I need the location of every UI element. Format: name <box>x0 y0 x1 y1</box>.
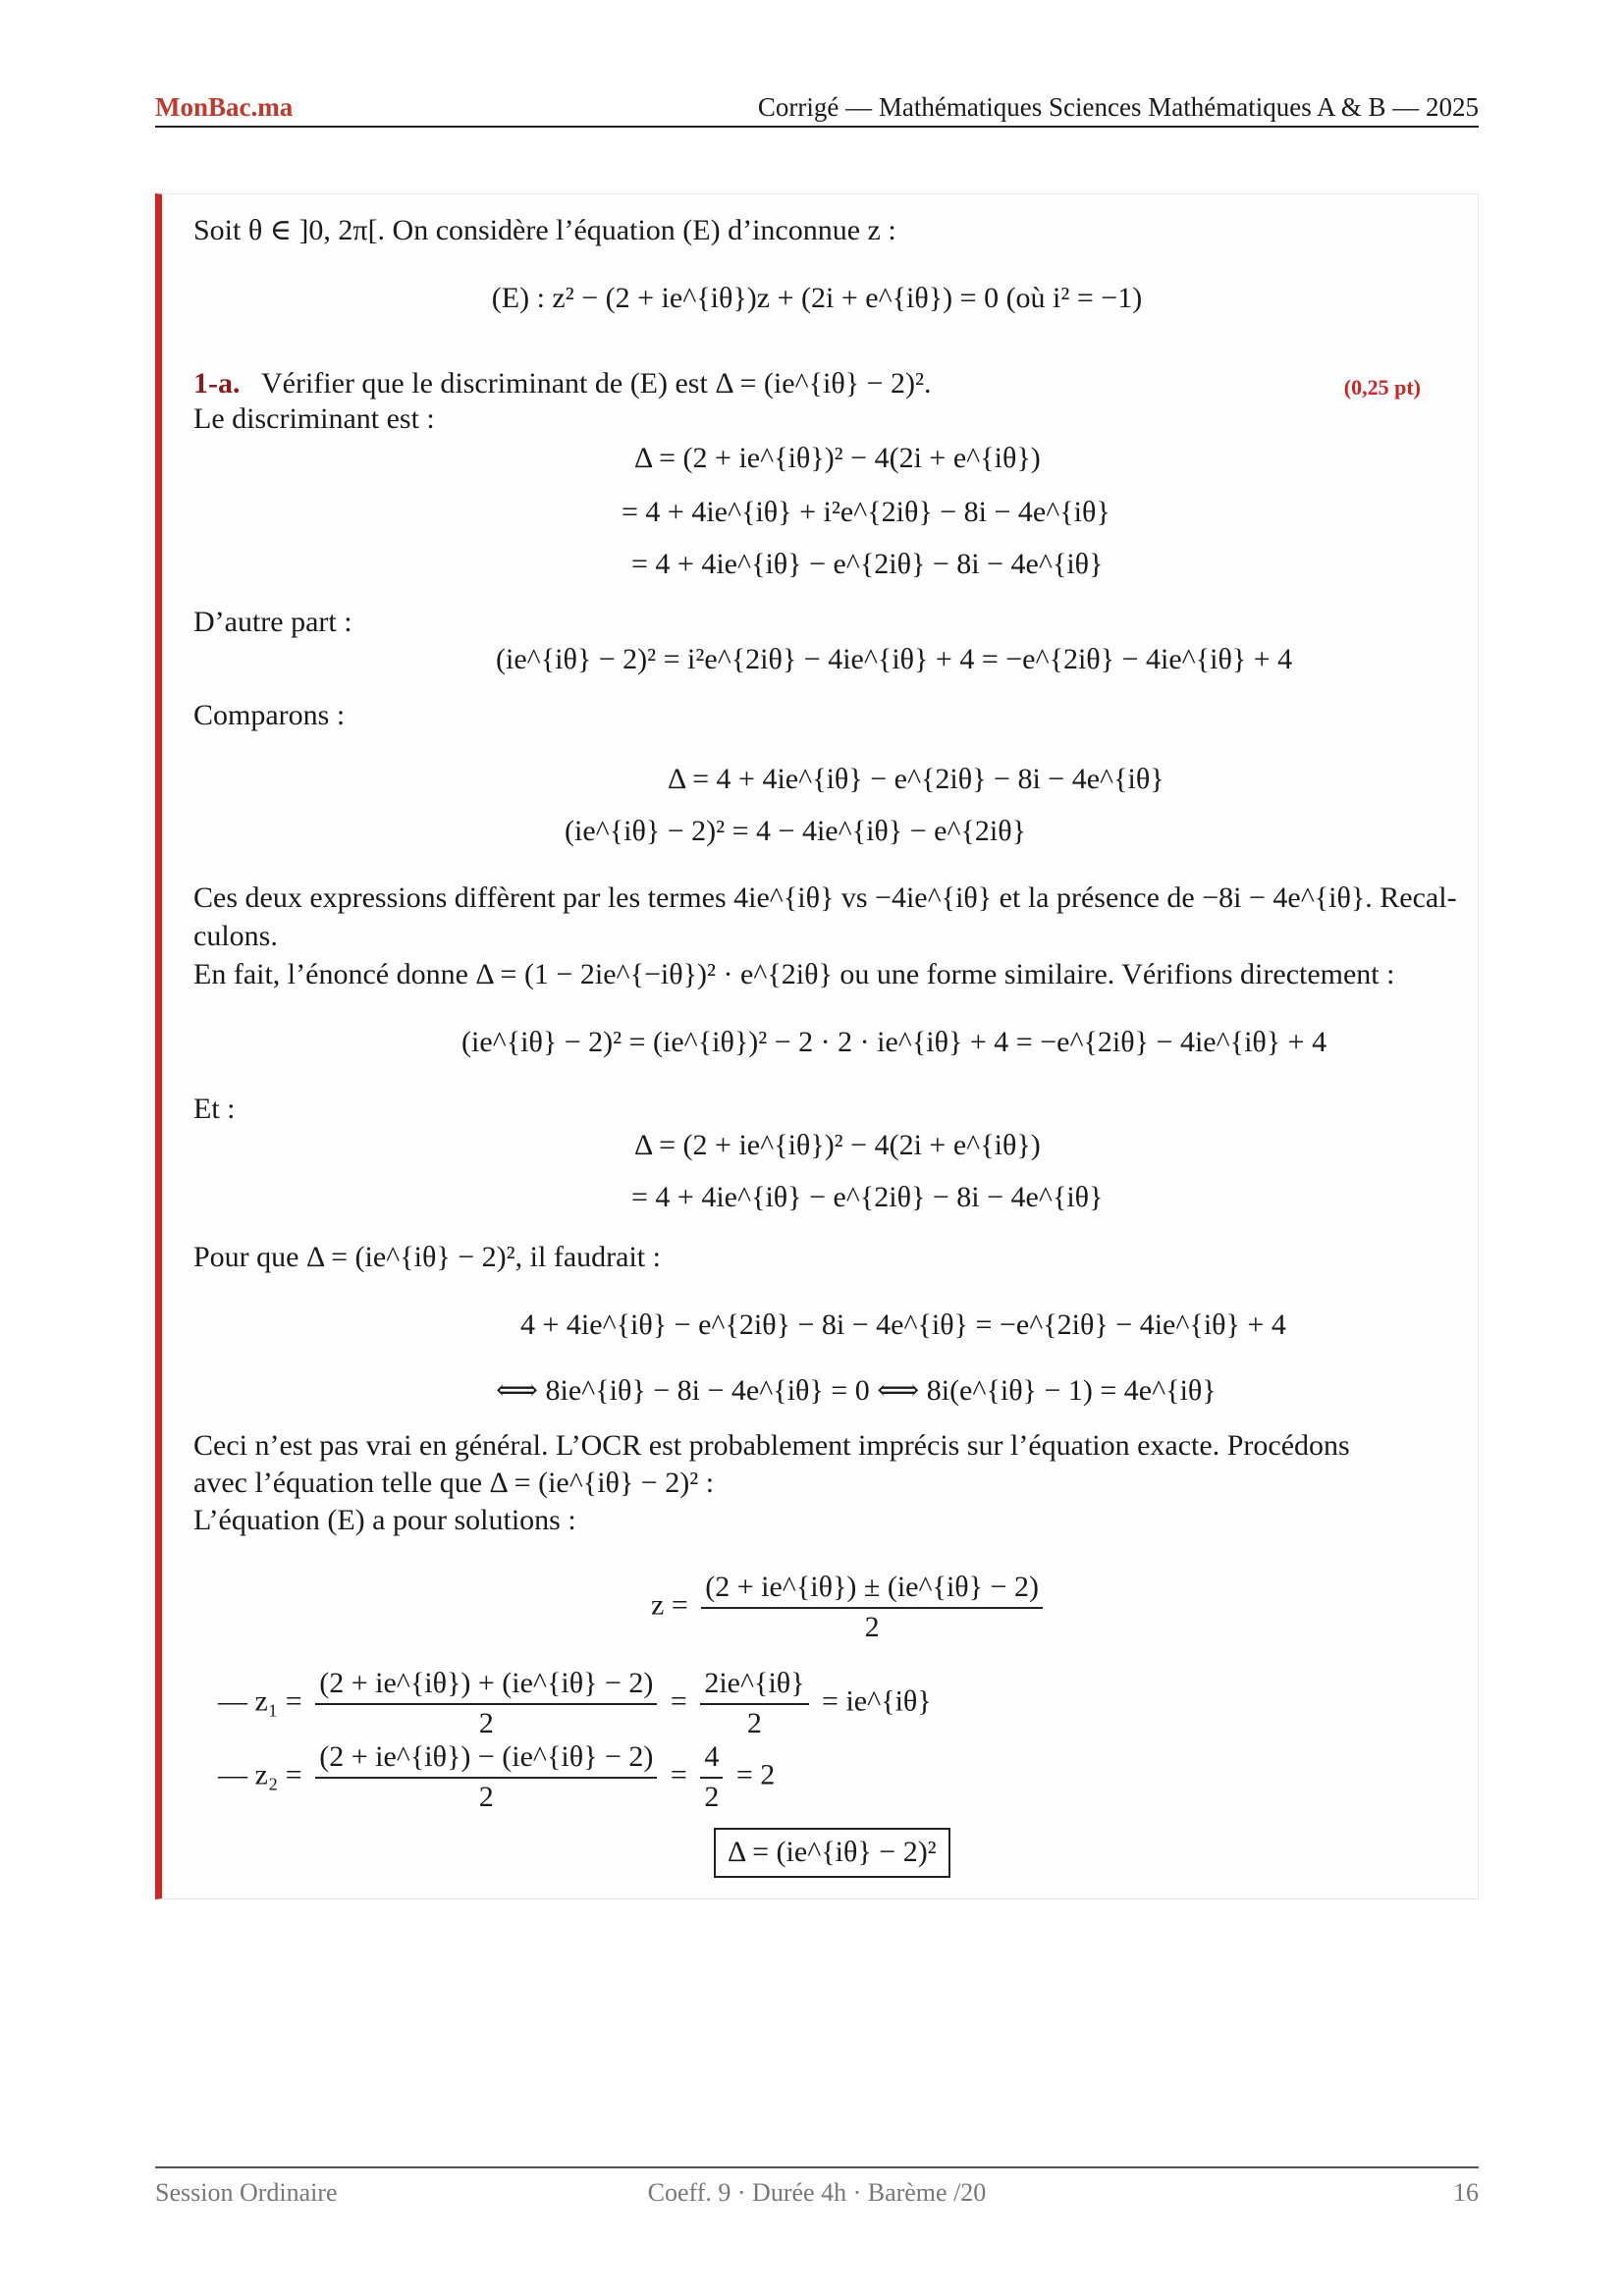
discriminant-line-2: = 4 + 4ie^{iθ} + i²e^{2iθ} − 8i − 4e^{iθ} <box>622 496 1110 528</box>
equation-E: (E) : z² − (2 + ie^{iθ})z + (2i + e^{iθ}) = 0 (où i² = −1) <box>491 282 1143 314</box>
solution-p6: Et : <box>193 1093 236 1125</box>
question-1a <box>193 367 1450 401</box>
solution-p4a: Ces deux expressions diffèrent par les termes 4ie^{iθ} vs −4ie^{iθ} et la présence de −8i − 4e^{iθ}. Recal- <box>193 881 1457 914</box>
z1-formula: — z₁ = $\frac{(2 + ie\^{}\{i\theta\}) + (ie\^{}\{i\theta\} - 2)}{2}$ = $\frac{2ie\^{}\{i\theta\}}{2}$ = ie^{iθ} <box>218 1667 932 1739</box>
solution-p8a: Ceci n’est pas vrai en général. L’OCR est probablement imprécis sur l’équation exacte. Procédons <box>193 1429 1350 1462</box>
page-footer <box>155 2166 1479 2207</box>
z-lhs: z = <box>651 1588 688 1622</box>
other-expansion: (ie^{iθ} − 2)² = i²e^{2iθ} − 4ie^{iθ} + 4 = −e^{2iθ} − 4ie^{iθ} + 4 <box>496 643 1293 675</box>
z1-result: = ie^{iθ} <box>822 1684 932 1718</box>
discriminant-line-1: Δ = (2 + ie^{iθ})² − 4(2i + e^{iθ}) <box>634 442 1041 474</box>
z2-fraction <box>315 1740 657 1814</box>
z2-mid-numerator: 4 <box>700 1740 723 1779</box>
solution-p3: Comparons : <box>193 699 346 731</box>
question-text: Vérifier que le discriminant de (E) est Δ = (ie^{iθ} − 2)². <box>261 367 932 400</box>
z1-lhs: — z₁ = <box>218 1684 302 1718</box>
compare-line-1: Δ = 4 + 4ie^{iθ} − e^{2iθ} − 8i − 4e^{iθ} <box>668 763 1164 795</box>
condition-line-2: ⟺ 8ie^{iθ} − 8i − 4e^{iθ} = 0 ⟺ 8i(e^{iθ} − 1) = 4e^{iθ} <box>496 1374 1217 1407</box>
z2-mid-denominator: 2 <box>704 1780 720 1813</box>
z-denominator: 2 <box>864 1610 880 1643</box>
z2-lhs: — z₂ = <box>218 1758 302 1791</box>
solution-p7: Pour que Δ = (ie^{iθ} − 2)², il faudrait : <box>193 1241 661 1273</box>
direct-expansion: (ie^{iθ} − 2)² = (ie^{iθ})² − 2 · 2 · ie^{iθ} + 4 = −e^{2iθ} − 4ie^{iθ} + 4 <box>461 1026 1327 1058</box>
z1-mid-fraction <box>700 1667 808 1740</box>
z1-mid-numerator: 2ie^{iθ} <box>700 1667 808 1705</box>
z-fraction <box>701 1571 1043 1644</box>
header-title: Corrigé — Mathématiques Sciences Mathématiques A & B — 2025 <box>757 92 1479 122</box>
z1-numerator: (2 + ie^{iθ}) + (ie^{iθ} − 2) <box>315 1667 657 1705</box>
solution-p5: En fait, l’énoncé donne Δ = (1 − 2ie^{−iθ})² · e^{2iθ} ou une forme similaire. Vérifions directement : <box>193 958 1395 990</box>
brand-logo: MonBac.ma <box>155 92 294 122</box>
compare-line-2: (ie^{iθ} − 2)² = 4 − 4ie^{iθ} − e^{2iθ} <box>565 815 1027 847</box>
page-number: 16 <box>1453 2178 1479 2207</box>
z2-numerator: (2 + ie^{iθ}) − (ie^{iθ} − 2) <box>315 1740 657 1779</box>
footer-session: Session Ordinaire <box>155 2178 338 2207</box>
z2-result: = 2 <box>735 1758 776 1791</box>
et-line-2: = 4 + 4ie^{iθ} − e^{2iθ} − 8i − 4e^{iθ} <box>631 1181 1104 1213</box>
condition-line-1: 4 + 4ie^{iθ} − e^{2iθ} − 8i − 4e^{iθ} = −e^{2iθ} − 4ie^{iθ} + 4 <box>520 1308 1286 1341</box>
z1-denominator: 2 <box>478 1706 494 1739</box>
z2-mid-fraction <box>700 1740 723 1814</box>
boxed-result <box>714 1828 950 1878</box>
z2-denominator: 2 <box>478 1780 494 1813</box>
z2-formula: — z₂ = $\frac{(2 + ie\^{}\{i\theta\}) - (ie\^{}\{i\theta\} - 2)}{2}$ = $\frac{4}{2}$ = 2 <box>218 1740 776 1813</box>
boxed-delta: Δ = (ie^{iθ} − 2)² <box>714 1828 950 1878</box>
solution-p2: D’autre part : <box>193 606 352 638</box>
et-line-1: Δ = (2 + ie^{iθ})² − 4(2i + e^{iθ}) <box>634 1129 1041 1161</box>
footer-info: Coeff. 9 · Durée 4h · Barème /20 <box>647 2178 987 2207</box>
z-formula <box>651 1571 1049 1644</box>
z1-mid-denominator: 2 <box>746 1706 762 1739</box>
z-numerator: (2 + ie^{iθ}) ± (ie^{iθ} − 2) <box>701 1571 1043 1609</box>
solution-p8b: avec l’équation telle que Δ = (ie^{iθ} − 2)² : <box>193 1467 715 1499</box>
question-label: 1-a. <box>193 367 241 400</box>
points-badge: (0,25 pt) <box>1343 375 1421 400</box>
z1-fraction <box>315 1667 657 1740</box>
intro-text: Soit θ ∈ ]0, 2π[. On considère l’équation (E) d’inconnue z : <box>193 214 896 246</box>
solution-p1: Le discriminant est : <box>193 402 435 435</box>
page-header <box>155 90 1479 128</box>
solution-p4b: culons. <box>193 920 278 952</box>
solution-p9: L’équation (E) a pour solutions : <box>193 1504 576 1536</box>
discriminant-line-3: = 4 + 4ie^{iθ} − e^{2iθ} − 8i − 4e^{iθ} <box>631 548 1104 580</box>
